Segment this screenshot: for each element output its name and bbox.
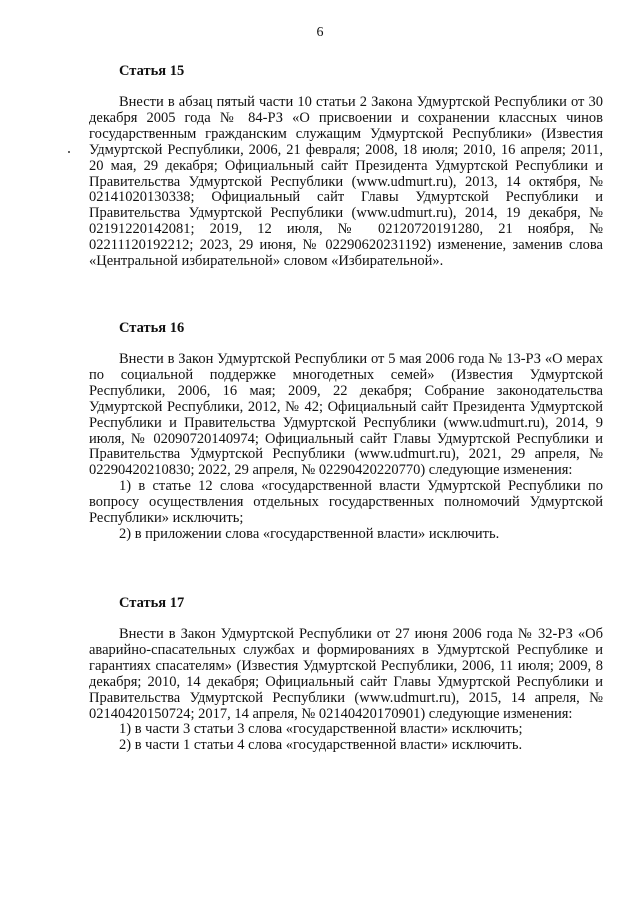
article-16-body xyxy=(89,352,603,543)
margin-dot xyxy=(68,151,70,153)
article-15-paragraph: Внести в абзац пятый части 10 статьи 2 Закона Удмуртской Республики от 30 декабря 2005 года № 84-РЗ «О присвоении и сохранении классных чинов государственным гражданским служащим Удмуртской Республики» (Известия Удмуртской Республики, 2006, 21 февраля; 2008, 18 июля; 2010, 16 апреля; 2011, 20 мая, 29 декабря; Официальный сайт Президента Удмуртской Республики и Правительства Удмуртской Республики (www.udmurt.ru), 2013, 14 октября, № 02141020130338; Официальный сайт Главы Удмуртской Республики и Правительства Удмуртской Республики (www.udmurt.ru), 2014, 19 декабря, № 02191220142081; 2019, 12 июля, № 02120720191280, 21 ноября, № 02211120192212; 2023, 29 июня, № 02290620231192) изменение, заменив слова «Центральной избирательной» словом «Избирательной». xyxy=(89,94,603,270)
article-17-heading: Статья 17 xyxy=(119,595,185,611)
article-16-heading: Статья 16 xyxy=(119,320,185,336)
article-17-paragraph: Внести в Закон Удмуртской Республики от 27 июня 2006 года № 32-РЗ «Об аварийно-спасательных службах и формированиях в Удмуртской Республике и гарантиях спасателям» (Известия Удмуртской Республики, 2006, 11 июля; 2009, 8 декабря; 2010, 14 декабря; Официальный сайт Главы Удмуртской Республики и Правительства Удмуртской Республики (www.udmurt.ru), 2015, 14 апреля, № 02140420150724; 2017, 14 апреля, № 02140420170901) следующие изменения: xyxy=(89,626,603,722)
article-15-body xyxy=(89,95,603,270)
article-16-item-2: 2) в приложении слова «государственной власти» исключить. xyxy=(119,525,500,542)
page-number: 6 xyxy=(316,25,324,40)
article-16-paragraph: Внести в Закон Удмуртской Республики от 5 мая 2006 года № 13-РЗ «О мерах по социальной поддержке многодетных семей» (Известия Удмуртской Республики, 2006, 16 мая; 2009, 22 декабря; Собрание законодательства Удмуртской Республики, 2012, № 42; Официальный сайт Президента Удмуртской Республики и Правительства Удмуртской Республики (www.udmurt.ru), 2014, 9 июля, № 02090720140974; Официальный сайт Главы Удмуртской Республики и Правительства Удмуртской Республики (www.udmurt.ru), 2021, 29 апреля, № 02290420210830; 2022, 29 апреля, № 02290420220770) следующие изменения: xyxy=(89,351,603,479)
article-17-item-2: 2) в части 1 статьи 4 слова «государственной власти» исключить. xyxy=(119,737,523,754)
article-15-heading: Статья 15 xyxy=(119,63,185,79)
article-16-item-1: 1) в статье 12 слова «государственной власти Удмуртской Республики по вопросу осуществления отдельных государственных полномочий Удмуртской Республики» исключить; xyxy=(89,478,603,527)
article-17-item-1: 1) в части 3 статьи 3 слова «государственной власти» исключить; xyxy=(119,721,523,738)
article-17-body xyxy=(89,627,603,754)
